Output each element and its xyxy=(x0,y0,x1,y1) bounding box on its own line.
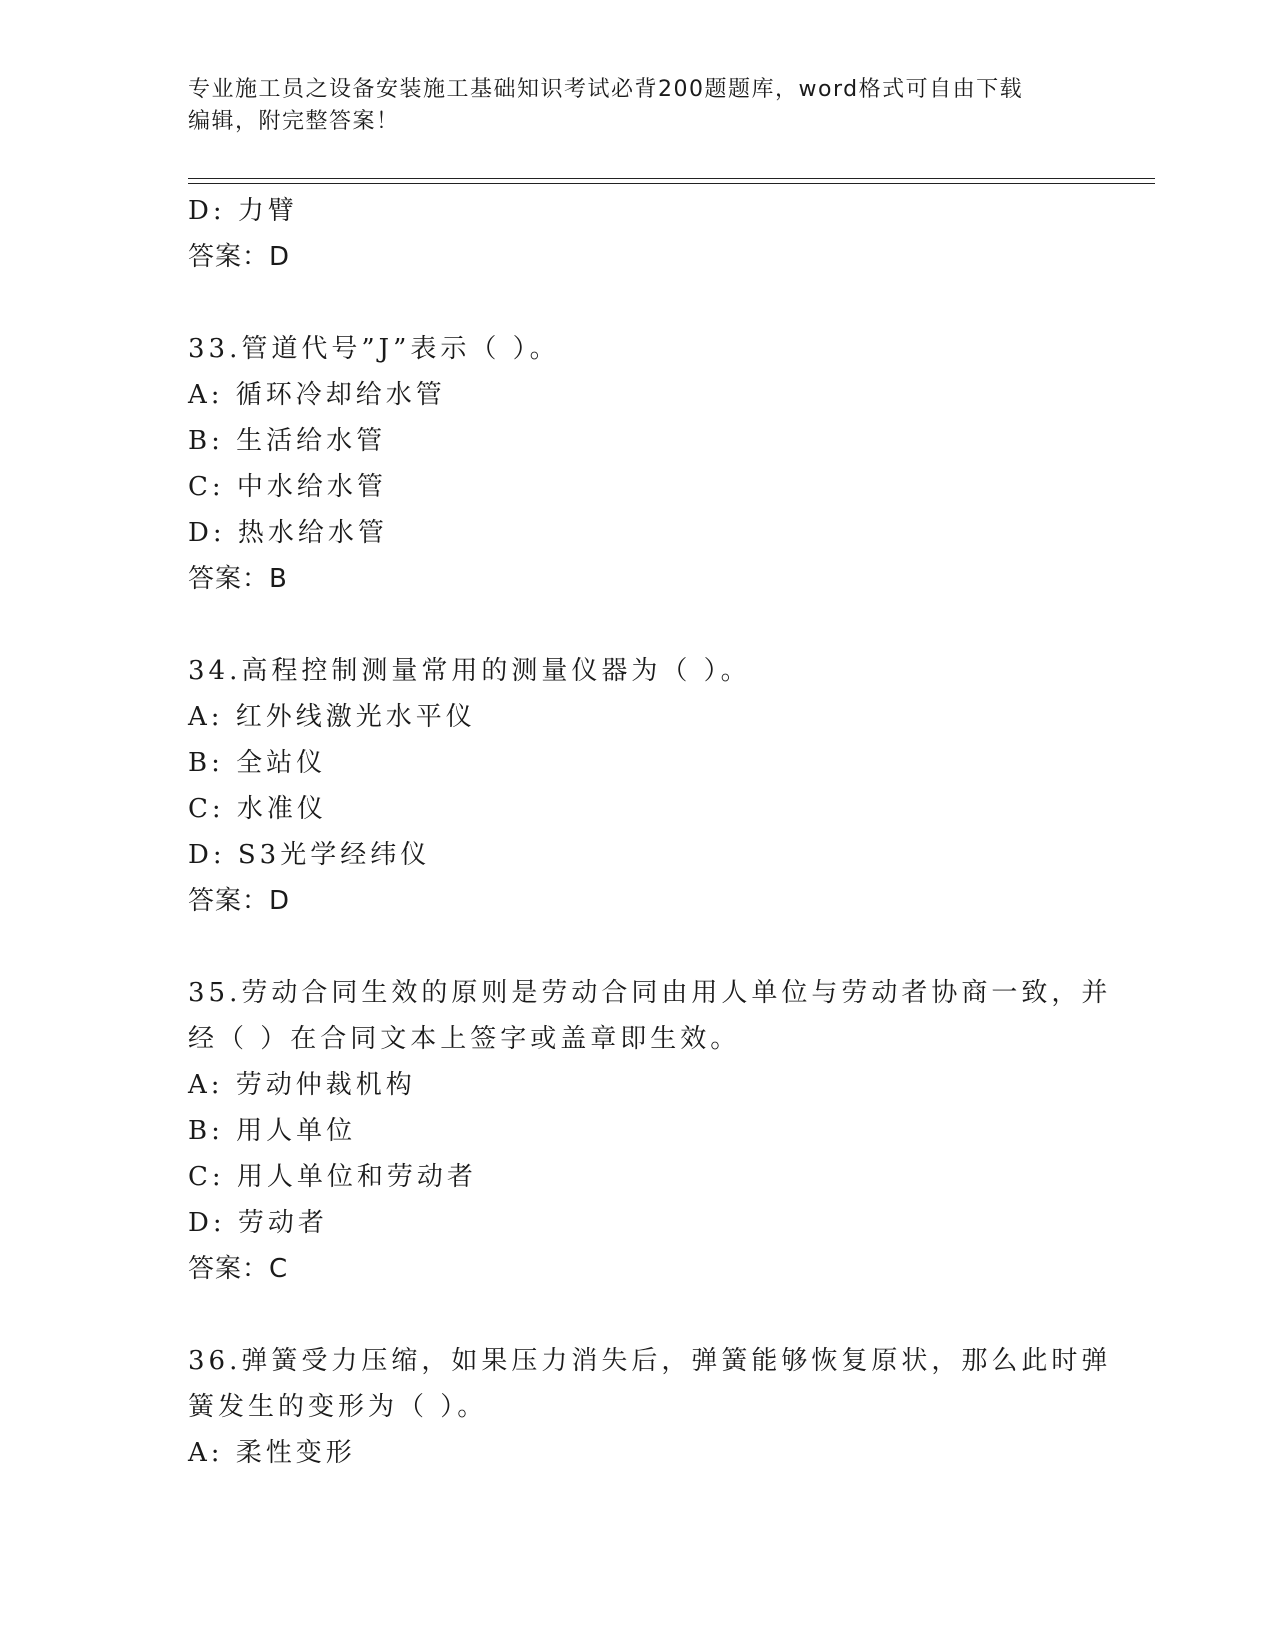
prev-answer: 答案：D xyxy=(188,242,291,272)
option-a: A: 劳动仲裁机构 xyxy=(188,1070,416,1100)
option-a: A: 红外线激光水平仪 xyxy=(188,702,476,732)
spacer xyxy=(188,602,1088,648)
question-block-33 xyxy=(188,326,1088,602)
header-rule-top xyxy=(188,178,1155,179)
option-d: D: S3光学经纬仪 xyxy=(188,840,431,870)
document-header xyxy=(188,74,1088,138)
spacer xyxy=(188,1292,1088,1338)
header-rule-bottom xyxy=(188,183,1155,184)
question-stem-line-2: 簧发生的变形为（ ）。 xyxy=(188,1392,488,1422)
question-stem-line-2: 经（ ）在合同文本上签字或盖章即生效。 xyxy=(188,1024,741,1054)
question-stem: 33.管道代号”J”表示（ ）。 xyxy=(188,334,560,364)
header-line-2: 编辑，附完整答案！ xyxy=(188,109,400,134)
question-stem-line-1: 35.劳动合同生效的原则是劳动合同由用人单位与劳动者协商一致，并 xyxy=(188,978,1112,1008)
option-b: B: 用人单位 xyxy=(188,1116,357,1146)
answer-line: 答案：C xyxy=(188,1254,289,1284)
spacer xyxy=(188,924,1088,970)
answer-line: 答案：D xyxy=(188,886,291,916)
prev-option-d: D: 力臂 xyxy=(188,196,298,226)
option-a: A: 循环冷却给水管 xyxy=(188,380,446,410)
option-a: A: 柔性变形 xyxy=(188,1438,356,1468)
header-line-1: 专业施工员之设备安装施工基础知识考试必背200题题库，word格式可自由下载 xyxy=(188,77,1024,102)
question-block-34 xyxy=(188,648,1088,924)
option-c: C: 用人单位和劳动者 xyxy=(188,1162,477,1192)
question-stem: 34.高程控制测量常用的测量仪器为（ ）。 xyxy=(188,656,751,686)
option-b: B: 全站仪 xyxy=(188,748,327,778)
option-b: B: 生活给水管 xyxy=(188,426,387,456)
question-stem-line-1: 36.弹簧受力压缩，如果压力消失后，弹簧能够恢复原状，那么此时弹 xyxy=(188,1346,1112,1376)
question-block-35 xyxy=(188,970,1112,1292)
question-block-36 xyxy=(188,1338,1112,1476)
option-d: D: 热水给水管 xyxy=(188,518,388,548)
option-d: D: 劳动者 xyxy=(188,1208,328,1238)
option-c: C: 水准仪 xyxy=(188,794,327,824)
option-c: C: 中水给水管 xyxy=(188,472,387,502)
question-list xyxy=(188,188,1112,1476)
spacer xyxy=(188,280,1088,326)
answer-line: 答案：B xyxy=(188,564,288,594)
